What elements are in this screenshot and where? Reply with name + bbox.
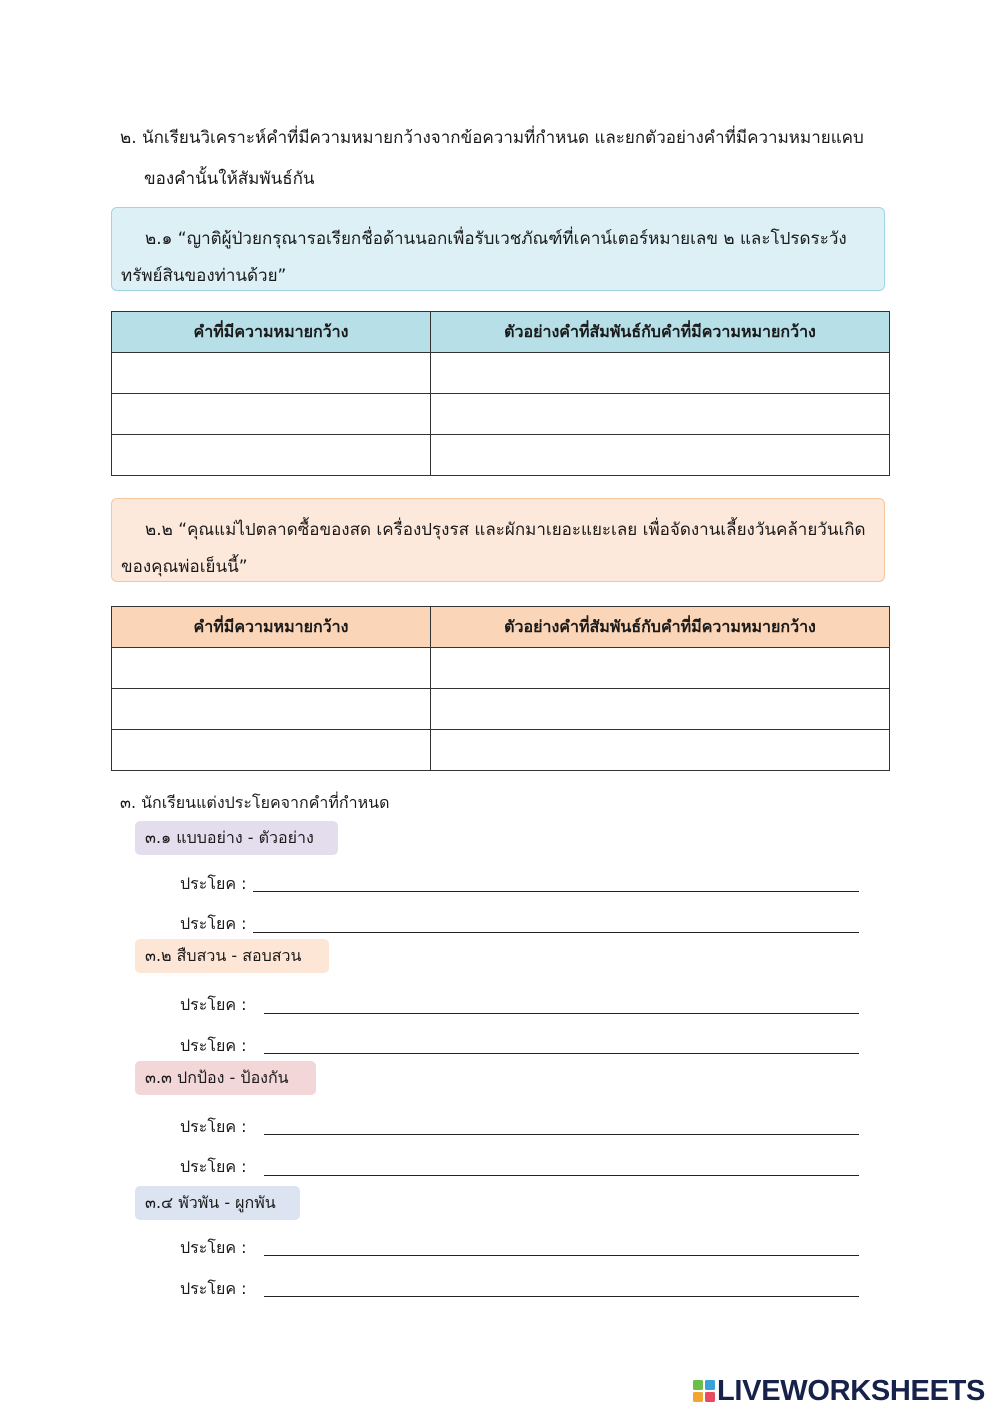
answer-cell[interactable] [431, 730, 890, 771]
sentence-label: ประโยค : [180, 995, 247, 1014]
item-2-1-answer-table [111, 311, 890, 476]
sentence-label: ประโยค : [180, 1036, 247, 1055]
answer-cell[interactable] [112, 730, 431, 771]
answer-cell[interactable] [431, 435, 890, 476]
table-header-related-examples: ตัวอย่างคำที่สัมพันธ์กับคำที่มีความหมายกว้าง [431, 312, 890, 353]
item-2-1-quote-line-1: ๒.๑ “ญาติผู้ป่วยกรุณารอเรียกชื่อด้านนอกเพื่อรับเวชภัณฑ์ที่เคาน์เตอร์หมายเลข ๒ และโปรดระวัง [145, 229, 847, 249]
sentence-answer-line[interactable] [264, 1052, 859, 1054]
sentence-answer-line[interactable] [264, 1254, 859, 1256]
question-2-text-line-2: ของคำนั้นให้สัมพันธ์กัน [144, 169, 315, 189]
table-header-related-examples: ตัวอย่างคำที่สัมพันธ์กับคำที่มีความหมายกว้าง [431, 607, 890, 648]
table-row [112, 730, 890, 771]
table-row [112, 689, 890, 730]
item-2-2-answer-table [111, 606, 890, 771]
sentence-label: ประโยค : [180, 1117, 247, 1136]
answer-cell[interactable] [431, 394, 890, 435]
answer-cell[interactable] [431, 648, 890, 689]
item-3-1-label: ๓.๑ แบบอย่าง - ตัวอย่าง [135, 821, 338, 855]
answer-cell[interactable] [112, 648, 431, 689]
answer-cell[interactable] [431, 353, 890, 394]
table-header-broad-word: คำที่มีความหมายกว้าง [112, 312, 431, 353]
sentence-answer-line[interactable] [264, 1174, 859, 1176]
question-2-text-line-1: ๒. นักเรียนวิเคราะห์คำที่มีความหมายกว้างจากข้อความที่กำหนด และยกตัวอย่างคำที่มีความหมายแคบ [120, 128, 864, 148]
item-2-1-quote-box [111, 207, 885, 291]
liveworksheets-grid-icon [693, 1380, 715, 1402]
table-row [112, 394, 890, 435]
answer-cell[interactable] [112, 435, 431, 476]
sentence-answer-line[interactable] [264, 1012, 859, 1014]
sentence-answer-line[interactable] [253, 890, 859, 892]
sentence-label: ประโยค : [180, 1238, 247, 1257]
item-2-2-quote-line-2: ของคุณพ่อเย็นนี้” [121, 557, 248, 577]
sentence-label: ประโยค : [180, 1157, 247, 1176]
table-header-broad-word: คำที่มีความหมายกว้าง [112, 607, 431, 648]
item-3-3-label: ๓.๓ ปกป้อง - ป้องกัน [135, 1061, 316, 1095]
item-2-1-quote-line-2: ทรัพย์สินของท่านด้วย” [121, 266, 287, 286]
sentence-answer-line[interactable] [264, 1295, 859, 1297]
liveworksheets-logo [693, 1373, 985, 1409]
table-row [112, 648, 890, 689]
sentence-label: ประโยค : [180, 914, 247, 933]
table-row [112, 435, 890, 476]
answer-cell[interactable] [431, 689, 890, 730]
item-2-2-quote-line-1: ๒.๒ “คุณแม่ไปตลาดซื้อของสด เครื่องปรุงรส และผักมาเยอะแยะเลย เพื่อจัดงานเลี้ยงวันคล้ายวันเกิด [145, 520, 866, 540]
brand-name: LIVEWORKSHEETS [717, 1375, 986, 1407]
answer-cell[interactable] [112, 689, 431, 730]
answer-cell[interactable] [112, 394, 431, 435]
sentence-answer-line[interactable] [264, 1133, 859, 1135]
answer-cell[interactable] [112, 353, 431, 394]
sentence-label: ประโยค : [180, 1279, 247, 1298]
item-2-2-quote-box [111, 498, 885, 582]
item-3-4-label: ๓.๔ พัวพัน - ผูกพัน [135, 1186, 300, 1220]
question-3-title: ๓. นักเรียนแต่งประโยคจากคำที่กำหนด [120, 793, 390, 812]
item-3-2-label: ๓.๒ สืบสวน - สอบสวน [135, 939, 329, 973]
sentence-answer-line[interactable] [253, 931, 859, 933]
sentence-label: ประโยค : [180, 874, 247, 893]
table-row [112, 353, 890, 394]
